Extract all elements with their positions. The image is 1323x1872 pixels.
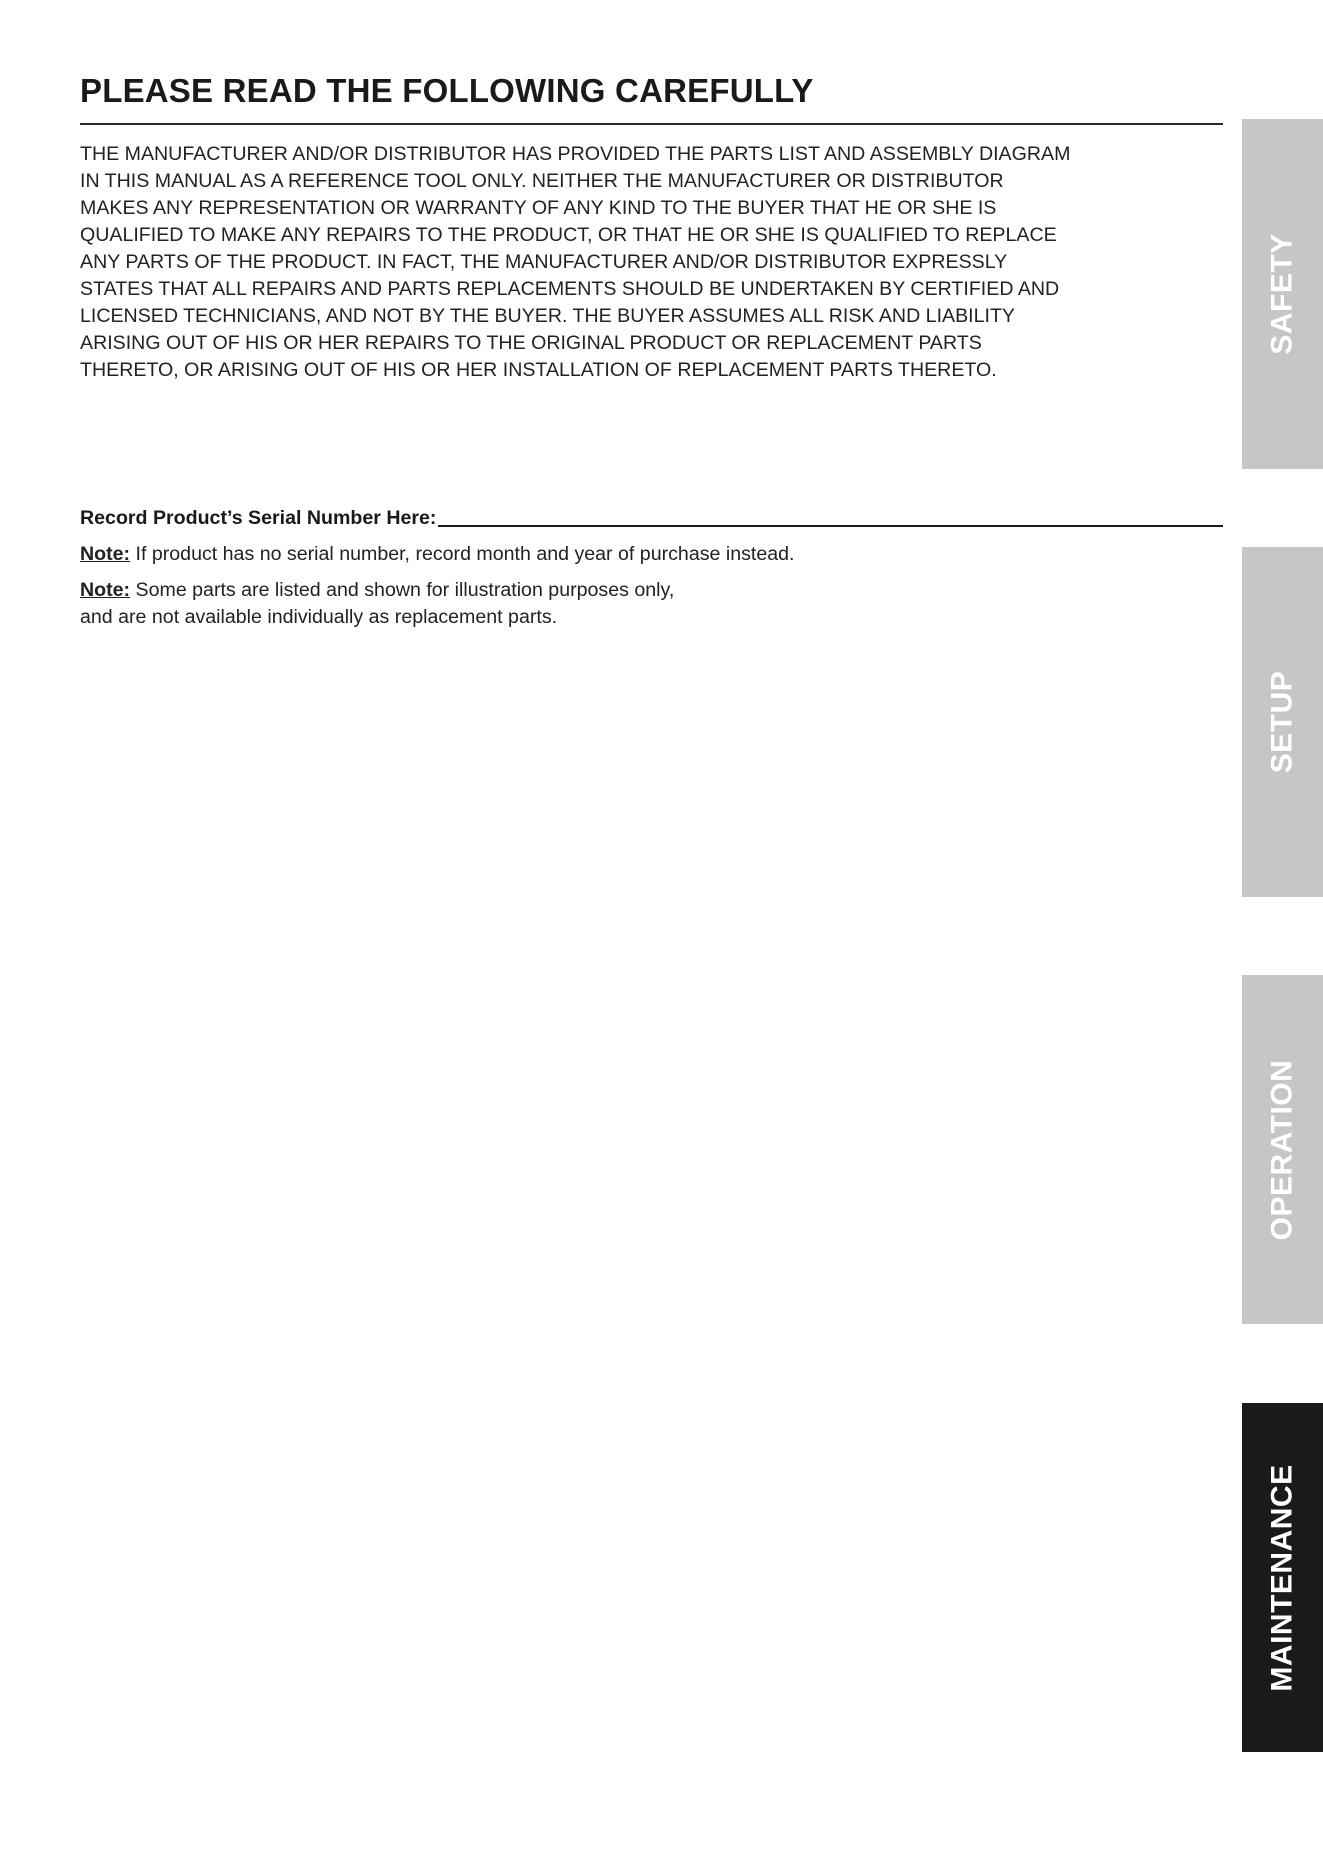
disclaimer-paragraph (80, 141, 1240, 384)
tab-setup-label: SETUP (1265, 670, 1299, 774)
tab-operation-label: OPERATION (1265, 1059, 1299, 1240)
tab-maintenance-label: MAINTENANCE (1265, 1463, 1299, 1692)
disclaimer-line: THERETO, OR ARISING OUT OF HIS OR HER INSTALLATION OF REPLACEMENT PARTS THERETO. (80, 359, 997, 381)
tab-safety[interactable] (1242, 119, 1323, 469)
disclaimer-line: MAKES ANY REPRESENTATION OR WARRANTY OF ANY KIND TO THE BUYER THAT HE OR SHE IS (80, 197, 997, 219)
tab-maintenance[interactable] (1242, 1403, 1323, 1752)
note-text: If product has no serial number, record month and year of purchase instead. (135, 543, 795, 565)
disclaimer-line: THE MANUFACTURER AND/OR DISTRIBUTOR HAS PROVIDED THE PARTS LIST AND ASSEMBLY DIAGRAM (80, 143, 1071, 165)
note-text: Some parts are listed and shown for illustration purposes only, (135, 579, 675, 601)
note-serial (80, 541, 794, 568)
disclaimer-line: QUALIFIED TO MAKE ANY REPAIRS TO THE PRODUCT, OR THAT HE OR SHE IS QUALIFIED TO REPLACE (80, 224, 1057, 246)
disclaimer-line: STATES THAT ALL REPAIRS AND PARTS REPLACEMENTS SHOULD BE UNDERTAKEN BY CERTIFIED AND (80, 278, 1060, 300)
note-parts (80, 577, 674, 631)
serial-number-row (80, 503, 1223, 530)
disclaimer-line: ANY PARTS OF THE PRODUCT. IN FACT, THE MANUFACTURER AND/OR DISTRIBUTOR EXPRESSLY (80, 251, 1008, 273)
note-label: Note: (80, 543, 131, 565)
note-label: Note: (80, 579, 131, 601)
note-line (80, 541, 794, 568)
disclaimer-line: ARISING OUT OF HIS OR HER REPAIRS TO THE ORIGINAL PRODUCT OR REPLACEMENT PARTS (80, 332, 982, 354)
disclaimer-line: LICENSED TECHNICIANS, AND NOT BY THE BUYER. THE BUYER ASSUMES ALL RISK AND LIABILITY (80, 305, 1015, 327)
page-title: PLEASE READ THE FOLLOWING CAREFULLY (80, 72, 814, 109)
disclaimer-line: IN THIS MANUAL AS A REFERENCE TOOL ONLY. NEITHER THE MANUFACTURER OR DISTRIBUTOR (80, 170, 1004, 192)
note-line (80, 577, 674, 604)
tab-operation[interactable] (1242, 975, 1323, 1324)
title-divider (80, 123, 1223, 125)
serial-number-label: Record Product’s Serial Number Here: (80, 507, 437, 529)
tab-safety-label: SAFETY (1265, 233, 1299, 355)
tab-setup[interactable] (1242, 547, 1323, 897)
note-text: and are not available individually as replacement parts. (80, 606, 558, 628)
serial-number-field[interactable] (438, 503, 1223, 527)
